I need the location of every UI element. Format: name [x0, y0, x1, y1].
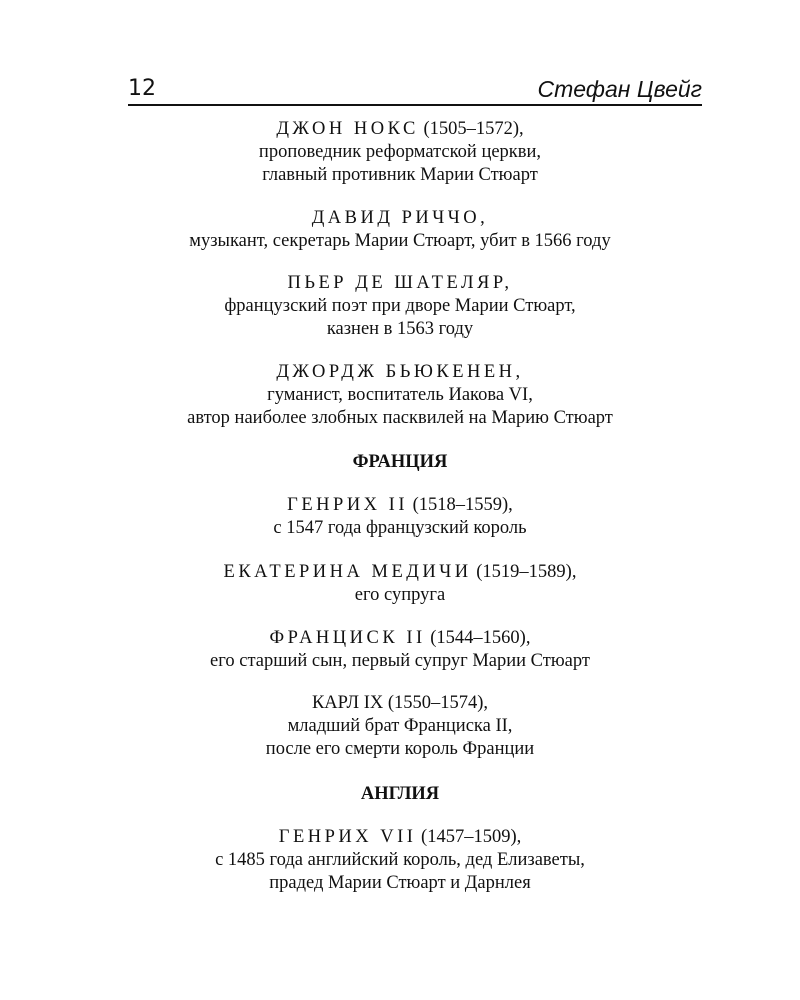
character-entry: [0, 494, 800, 540]
entry-description: французский поэт при дворе Марии Стюарт,: [224, 296, 576, 316]
entry-description: проповедник реформатской церкви,: [258, 142, 542, 162]
entry-heading: [0, 361, 800, 384]
character-dates: (1457–1509),: [416, 827, 522, 847]
character-name: ПЬЕР ДЕ ШАТЕЛЯР,: [287, 273, 513, 293]
entry-heading: [0, 118, 800, 141]
entry-description: прадед Марии Стюарт и Дарнлея: [269, 873, 531, 893]
character-name: ДЖОН НОКС: [276, 119, 419, 139]
character-entry: [0, 361, 800, 430]
section-heading-england: АНГЛИЯ: [360, 784, 440, 804]
entry-heading: [0, 627, 800, 650]
character-entry: [0, 627, 800, 673]
character-name: ДЖОРДЖ БЬЮКЕНЕН,: [276, 362, 524, 382]
entry-description: младший брат Франциска II,: [287, 716, 513, 736]
character-name: ФРАНЦИСК II: [269, 628, 426, 648]
entry-description: автор наиболее злобных пасквилей на Марию Стюарт: [187, 408, 613, 428]
character-name: ГЕНРИХ VII: [278, 827, 417, 847]
entry-description: с 1547 года французский король: [273, 518, 527, 538]
entry-heading: [0, 692, 800, 715]
character-entry: [0, 207, 800, 253]
entry-heading: [0, 561, 800, 584]
entry-heading: [0, 494, 800, 517]
author-name: Стефан Цвейг: [537, 76, 702, 102]
running-head: [128, 74, 702, 106]
entry-description: музыкант, секретарь Марии Стюарт, убит в 1566 году: [189, 231, 611, 251]
character-dates: (1550–1574),: [383, 693, 489, 713]
entry-description: гуманист, воспитатель Иакова VI,: [267, 385, 533, 405]
entry-heading: [0, 272, 800, 295]
entry-description: с 1485 года английский король, дед Елизаветы,: [215, 850, 585, 870]
character-dates: (1505–1572),: [418, 119, 524, 139]
character-name: ГЕНРИХ II: [287, 495, 408, 515]
entry-description: его супруга: [354, 585, 446, 605]
character-dates: (1544–1560),: [425, 628, 531, 648]
character-name: КАРЛ IX: [311, 693, 384, 713]
entry-description: казнен в 1563 году: [326, 319, 474, 339]
section-heading-france: ФРАНЦИЯ: [352, 452, 448, 472]
character-entry: [0, 118, 800, 187]
entry-description: его старший сын, первый супруг Марии Стюарт: [210, 651, 590, 671]
character-entry: [0, 272, 800, 341]
character-entry: [0, 561, 800, 607]
character-entry: [0, 826, 800, 895]
entry-description: после его смерти король Франции: [265, 739, 535, 759]
entry-heading: [0, 207, 800, 230]
entry-heading: [0, 826, 800, 849]
character-name: ДАВИД РИЧЧО,: [311, 208, 489, 228]
page-number: 12: [128, 76, 156, 101]
character-dates: (1518–1559),: [407, 495, 513, 515]
character-entry: [0, 692, 800, 761]
character-dates: (1519–1589),: [471, 562, 577, 582]
character-name: ЕКАТЕРИНА МЕДИЧИ: [223, 562, 472, 582]
entry-description: главный противник Марии Стюарт: [262, 165, 538, 185]
